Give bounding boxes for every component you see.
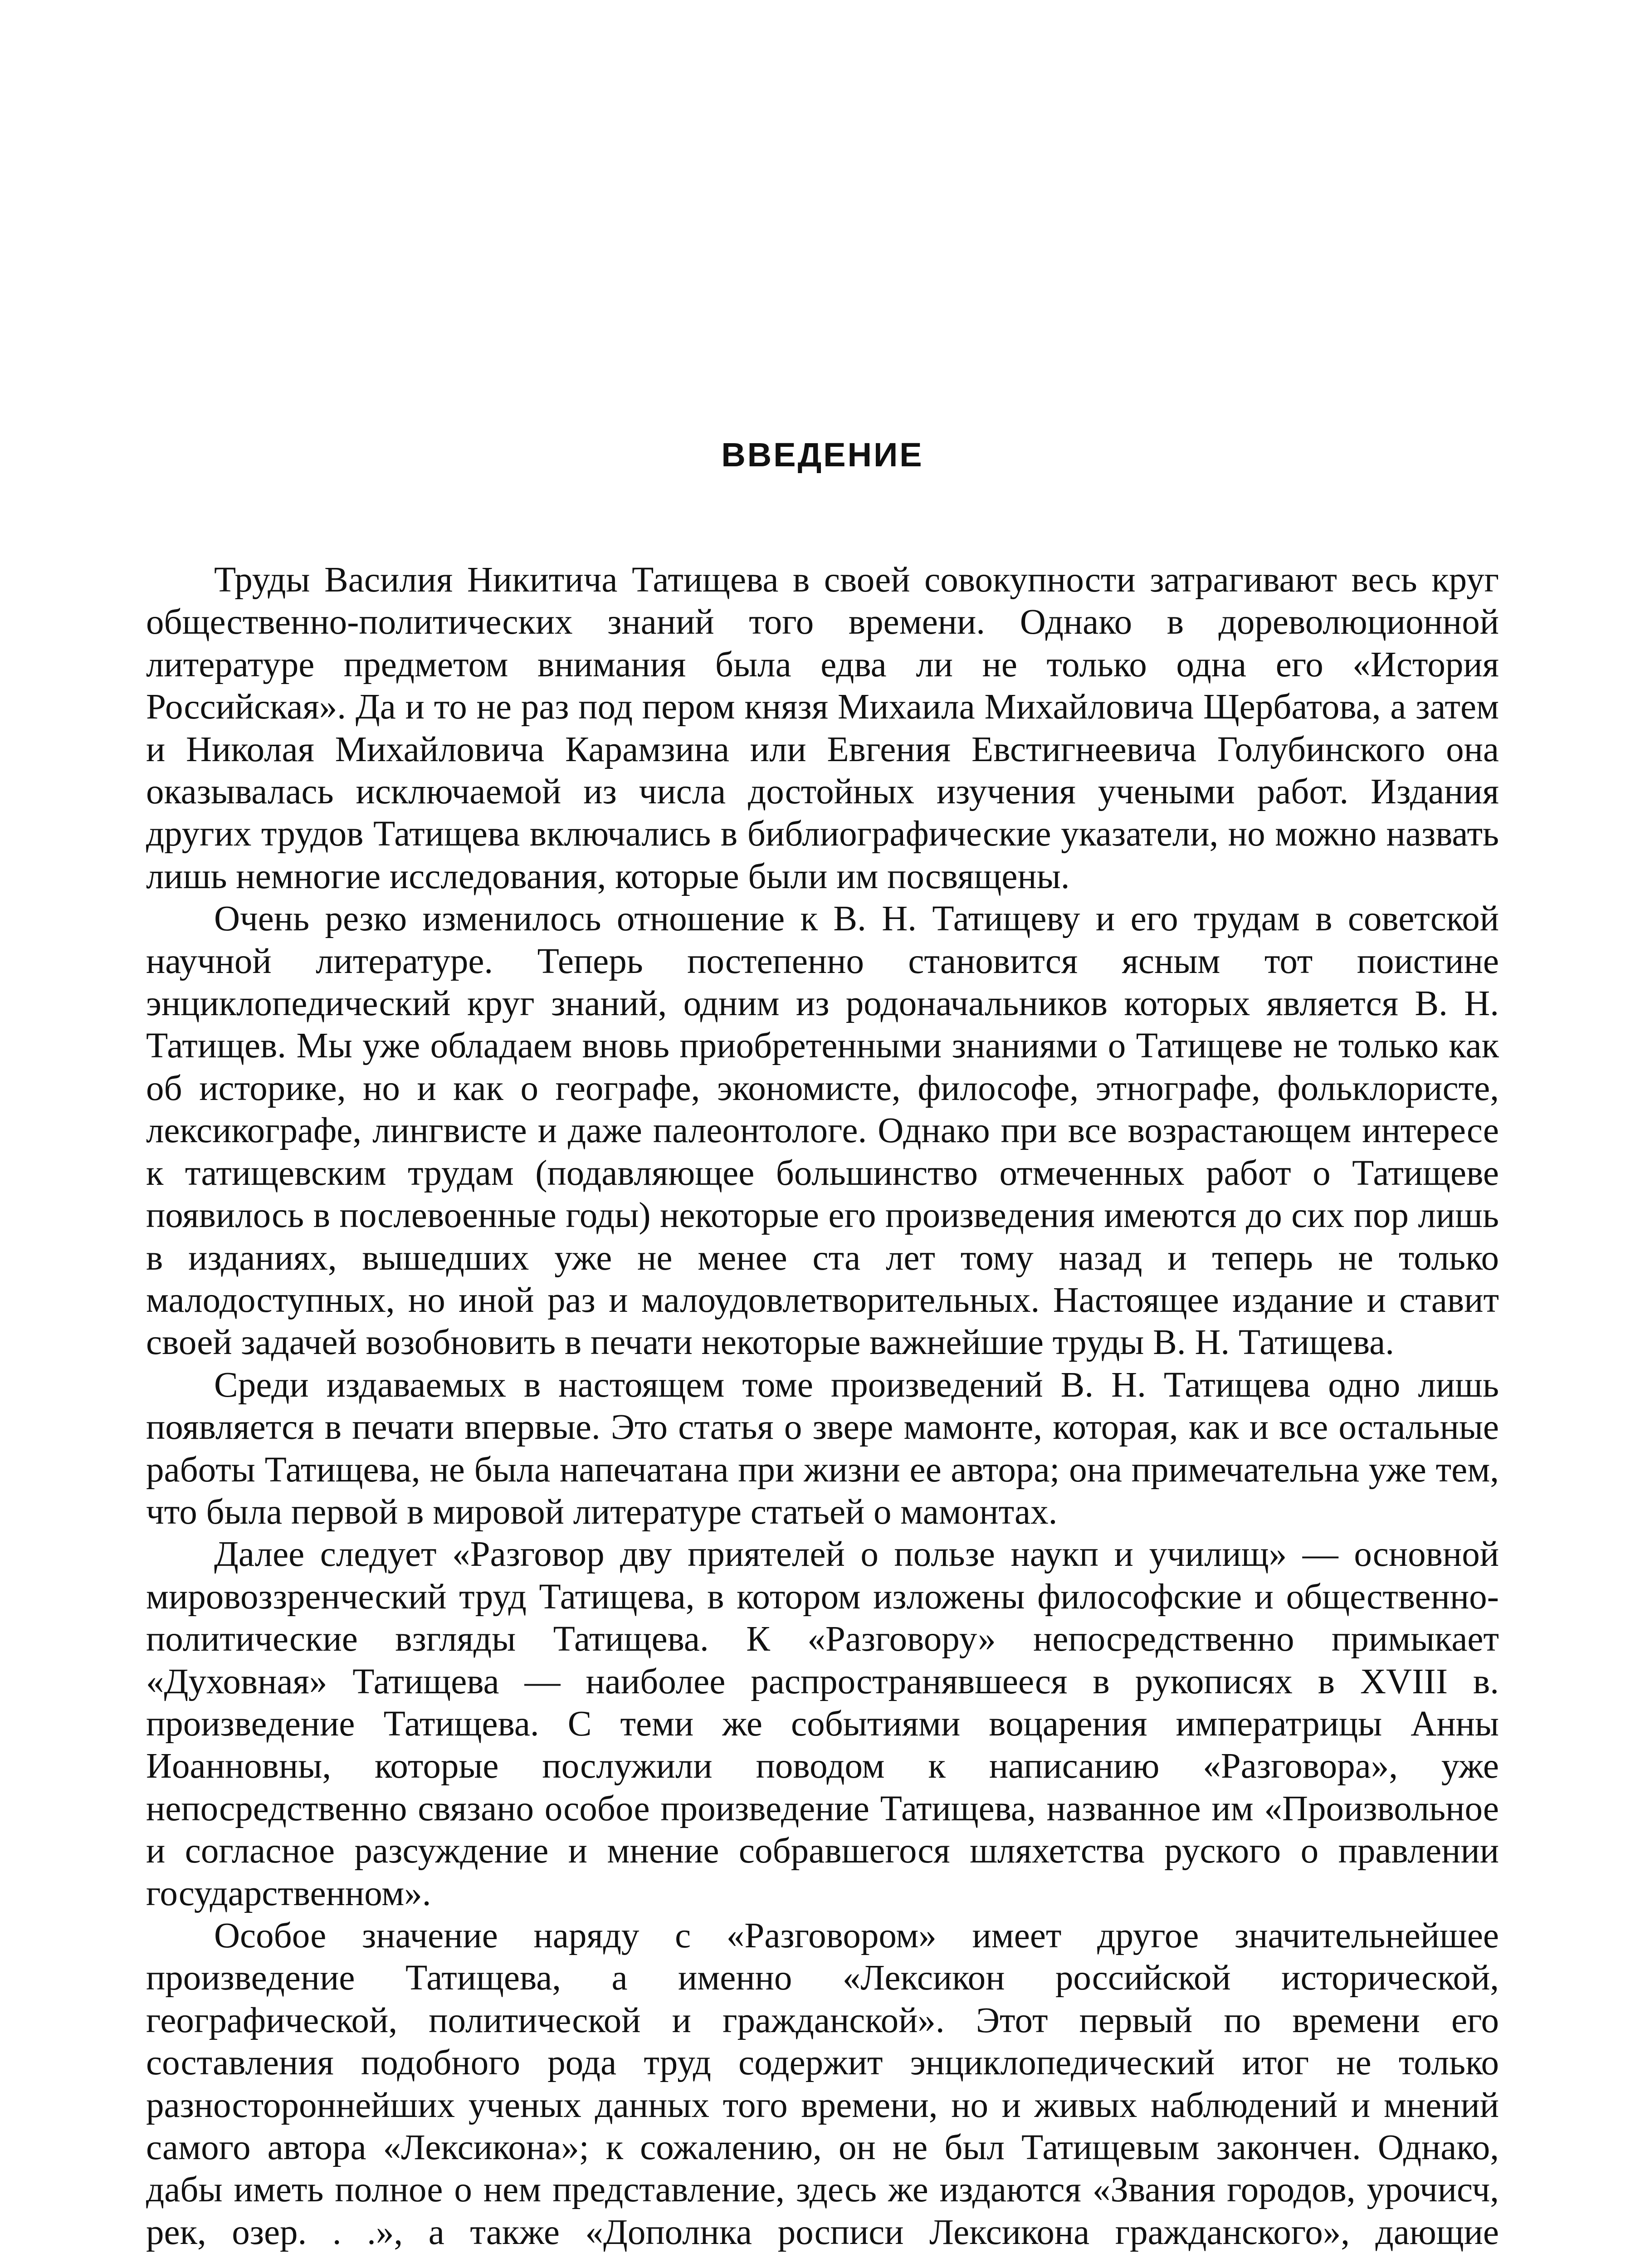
paragraph-5: Особое значение наряду с «Разговором» имеет другое значительнейшее произведение Татищева, а именно «Лексикон российской исторической, географической, политической и гражданской». Этот первый по времени его составления подобного рода труд содержит энциклопедический итог не только разностороннейших ученых данных того времени, но и живых наблюдений и мнений самого автора «Лексикона»; к сожалению, он не был Татищевым закончен. Однако, дабы иметь полное о нем представление, здесь же издаются «Звания городов, урочисч, рек, озер. . .», а также «Дополнка росписи Лексикона гражданского», дающие — [146, 1916, 1499, 2252]
page-heading: ВВЕДЕНИЕ — [721, 436, 924, 474]
paragraph-3: Среди издаваемых в настоящем томе произведений В. Н. Татищева одно лишь появляется в печати впервые. Это статья о звере мамонте, которая, как и все остальные работы Татищева, не была напечатана при жизни ее автора; она примечательна уже тем, что была первой в мировой литературе статьей о мамонтах. — [146, 1365, 1499, 1532]
paragraph-4: Далее следует «Разговор дву приятелей о пользе наукп и училищ» — основной мировоззренческий труд Татищева, в котором изложены философские и общественно-политические взгляды Татищева. К «Разговору» непосредственно примыкает «Духовная» Татищева — наиболее распространявшееся в рукописях в XVIII в. произведение Татищева. С теми же событиями воцарения императрицы Анны Иоанновны, которые послужили поводом к написанию «Разговора», уже непосредственно связано особое произведение Татищева, названное им «Произвольное и согласное разсуждение и мнение собравшегося шляхетства руского о правлении государственном». — [146, 1535, 1499, 1913]
paragraph-2: Очень резко изменилось отношение к В. Н. Татищеву и его трудам в советской научной литературе. Теперь постепенно становится ясным тот поистине энциклопедический круг знаний, одним из родоначальников которых является В. Н. Татищев. Мы уже обладаем вновь приобретенными знаниями о Татищеве не только как об историке, но и как о географе, экономисте, философе, этнографе, фольклористе, лексикографе, лингвисте и даже палеонтологе. Однако при все возрастающем интересе к татищевским трудам (подавляющее большинство отмеченных работ о Татищеве появилось в послевоенные годы) некоторые его произведения имеются до сих пор лишь в изданиях, вышедших уже не менее ста лет тому назад и теперь не только малодоступных, но иной раз и малоудовлетворительных. Настоящее издание и ставит своей задачей возобновить в печати некоторые важнейшие труды В. Н. Татищева. — [146, 899, 1499, 1363]
body-text — [146, 559, 1499, 2253]
paragraph-1: Труды Василия Никитича Татищева в своей совокупности затрагивают весь круг общественно-политических знаний того времени. Однако в дореволюционной литературе предметом внимания была едва ли не только одна его «История Российская». Да и то не раз под пером князя Михаила Михайловича Щербатова, а затем и Николая Михайловича Карамзина или Евгения Евстигнеевича Голубинского она оказывалась исключаемой из числа достойных изучения учеными работ. Издания других трудов Татищева включались в библиографические указатели, но можно назвать лишь немногие исследования, которые были им посвящены. — [146, 560, 1499, 896]
